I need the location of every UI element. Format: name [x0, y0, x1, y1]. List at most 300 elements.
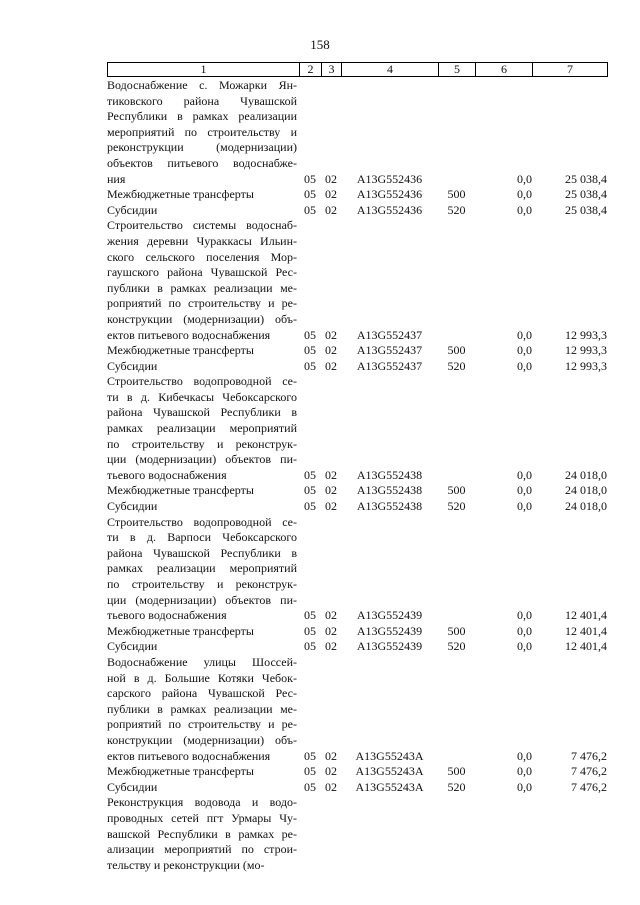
- target-article-code: А13G552439: [356, 608, 423, 623]
- target-article-code: А13G55243А: [355, 779, 424, 794]
- target-article-code: А13G55243А: [355, 764, 424, 779]
- amount-col6: [475, 374, 532, 390]
- target-article-code: А13G552436: [356, 202, 423, 217]
- amount-col7: [532, 296, 607, 312]
- table-row-continuation: [107, 172, 607, 188]
- row-name-line: рамках реализации мероприятий: [107, 561, 297, 576]
- amount-col7: 25 038,4: [565, 171, 607, 186]
- expense-type-code: [438, 328, 475, 344]
- amount-col6: 0,0: [517, 639, 532, 654]
- subsection-code: 02: [325, 343, 337, 358]
- table-row-continuation: [107, 717, 607, 733]
- subsection-code: [321, 593, 341, 609]
- expense-type-code: [438, 125, 475, 141]
- amount-col6: [475, 156, 532, 172]
- subsection-code: [321, 686, 341, 702]
- target-article-code: А13G552437: [356, 343, 423, 358]
- row-name-line: публики в рамках реализации ме-: [107, 701, 297, 716]
- row-name-line: конструкции (модернизации) объ-: [107, 732, 297, 747]
- section-code: 05: [304, 187, 316, 202]
- amount-col6: 0,0: [517, 748, 532, 763]
- table-row-continuation: [107, 686, 607, 702]
- section-code: 05: [304, 467, 316, 482]
- expense-type-code: [438, 593, 475, 609]
- amount-col7: 7 476,2: [571, 748, 607, 763]
- amount-col7: [532, 655, 607, 671]
- row-name-line: ского сельского поселения Мор-: [107, 249, 297, 264]
- target-article-code: А13G552438: [356, 467, 423, 482]
- row-name-line: Строительство водопроводной се-: [107, 514, 297, 529]
- amount-col7: [532, 265, 607, 281]
- target-article-code: А13G552438: [356, 483, 423, 498]
- amount-col7: [532, 717, 607, 733]
- expense-type-code: [438, 218, 475, 234]
- section-code: 05: [304, 483, 316, 498]
- target-article-code: [341, 561, 438, 577]
- expense-type-code: [438, 421, 475, 437]
- expense-type-code: [438, 858, 475, 874]
- amount-col7: 12 401,4: [565, 623, 607, 638]
- subsection-code: [321, 78, 341, 94]
- row-name-line: Субсидии: [107, 202, 158, 217]
- expense-type-code: [438, 312, 475, 328]
- amount-col6: [475, 827, 532, 843]
- table-row: [107, 218, 607, 234]
- amount-col7: [532, 515, 607, 531]
- subsection-code: 02: [325, 358, 337, 373]
- subsection-code: [321, 561, 341, 577]
- amount-col6: [475, 842, 532, 858]
- section-code: [299, 858, 321, 874]
- row-name-line: Реконструкция водовода и водо-: [107, 795, 297, 810]
- target-article-code: А13G552437: [356, 358, 423, 373]
- expense-type-code: [438, 265, 475, 281]
- row-name-line: конструкции (модернизации) объ-: [107, 311, 297, 326]
- amount-col6: 0,0: [517, 343, 532, 358]
- section-code: [299, 156, 321, 172]
- section-code: [299, 78, 321, 94]
- section-code: 05: [304, 639, 316, 654]
- target-article-code: [341, 795, 438, 811]
- expense-type-code: [438, 172, 475, 188]
- amount-col7: 7 476,2: [571, 764, 607, 779]
- table-row-continuation: [107, 702, 607, 718]
- subsection-code: [321, 234, 341, 250]
- target-article-code: [341, 671, 438, 687]
- subsection-code: [321, 655, 341, 671]
- row-name-line: жения деревни Чураккасы Ильин-: [107, 233, 297, 248]
- table-row: [107, 624, 607, 640]
- amount-col6: [475, 561, 532, 577]
- row-name-line: Субсидии: [107, 639, 158, 654]
- table-row-continuation: [107, 733, 607, 749]
- subsection-code: [321, 702, 341, 718]
- target-article-code: А13G552438: [356, 499, 423, 514]
- amount-col7: [532, 156, 607, 172]
- table-row: [107, 203, 607, 219]
- row-name-line: ции (модернизации) объектов пи-: [107, 452, 297, 467]
- table-row-continuation: [107, 140, 607, 156]
- table-row-continuation: [107, 405, 607, 421]
- amount-col7: 12 401,4: [565, 608, 607, 623]
- amount-col6: 0,0: [517, 483, 532, 498]
- section-code: 05: [304, 748, 316, 763]
- expense-type-code: [438, 234, 475, 250]
- amount-col6: [475, 281, 532, 297]
- expense-type-code: 520: [447, 779, 466, 794]
- amount-col6: [475, 218, 532, 234]
- section-code: 05: [304, 327, 316, 342]
- target-article-code: [341, 515, 438, 531]
- row-name-line: района Чувашской Республики в: [107, 405, 297, 420]
- amount-col7: [532, 530, 607, 546]
- table-row-continuation: [107, 858, 607, 874]
- row-name-line: Межбюджетные трансферты: [107, 623, 254, 638]
- subsection-code: 02: [325, 764, 337, 779]
- amount-col6: [475, 702, 532, 718]
- section-code: [299, 94, 321, 110]
- table-row: [107, 343, 607, 359]
- section-code: [299, 452, 321, 468]
- subsection-code: [321, 842, 341, 858]
- row-name-line: ния: [107, 171, 126, 186]
- expense-type-code: [438, 374, 475, 390]
- subsection-code: [321, 140, 341, 156]
- section-code: [299, 561, 321, 577]
- amount-col6: [475, 717, 532, 733]
- amount-col6: [475, 593, 532, 609]
- amount-col6: [475, 250, 532, 266]
- subsection-code: 02: [325, 623, 337, 638]
- target-article-code: [341, 452, 438, 468]
- expense-type-code: [438, 94, 475, 110]
- amount-col7: 25 038,4: [565, 187, 607, 202]
- column-header-1: 1: [108, 63, 300, 77]
- expense-type-code: [438, 671, 475, 687]
- row-name-line: публики в рамках реализации ме-: [107, 280, 297, 295]
- expense-type-code: [438, 530, 475, 546]
- expense-type-code: [438, 515, 475, 531]
- row-name-line: Водоснабжение с. Можарки Ян-: [107, 78, 297, 92]
- table-row-continuation: [107, 749, 607, 765]
- amount-col7: [532, 811, 607, 827]
- amount-col7: 24 018,0: [565, 467, 607, 482]
- section-code: [299, 125, 321, 141]
- row-name-line: ции (модернизации) объектов пи-: [107, 592, 297, 607]
- target-article-code: [341, 437, 438, 453]
- table-row: [107, 655, 607, 671]
- amount-col7: [532, 593, 607, 609]
- column-header-7: 7: [533, 63, 608, 77]
- target-article-code: [341, 250, 438, 266]
- section-code: [299, 702, 321, 718]
- amount-col6: [475, 686, 532, 702]
- row-name-line: Межбюджетные трансферты: [107, 483, 254, 498]
- section-code: [299, 733, 321, 749]
- expense-type-code: [438, 437, 475, 453]
- column-header-table: [107, 62, 608, 77]
- row-name-line: Межбюджетные трансферты: [107, 764, 254, 779]
- section-code: [299, 218, 321, 234]
- subsection-code: 02: [325, 499, 337, 514]
- amount-col7: 25 038,4: [565, 202, 607, 217]
- target-article-code: [341, 296, 438, 312]
- row-name-line: ти в д. Варпоси Чебоксарского: [107, 530, 297, 545]
- amount-col6: [475, 733, 532, 749]
- table-row-continuation: [107, 328, 607, 344]
- target-article-code: [341, 405, 438, 421]
- amount-col7: [532, 561, 607, 577]
- amount-col7: [532, 109, 607, 125]
- table-row: [107, 483, 607, 499]
- table-row-continuation: [107, 577, 607, 593]
- expense-type-code: [438, 561, 475, 577]
- target-article-code: [341, 312, 438, 328]
- row-name-line: Межбюджетные трансферты: [107, 343, 254, 358]
- target-article-code: [341, 374, 438, 390]
- table-row-continuation: [107, 94, 607, 110]
- section-code: [299, 593, 321, 609]
- target-article-code: [341, 218, 438, 234]
- section-code: 05: [304, 171, 316, 186]
- table-row: [107, 639, 607, 655]
- section-code: [299, 140, 321, 156]
- table-row-continuation: [107, 546, 607, 562]
- row-name-line: Субсидии: [107, 499, 158, 514]
- target-article-code: [341, 811, 438, 827]
- amount-col6: [475, 811, 532, 827]
- subsection-code: [321, 281, 341, 297]
- table-row: [107, 795, 607, 811]
- subsection-code: [321, 312, 341, 328]
- target-article-code: [341, 546, 438, 562]
- amount-col6: 0,0: [517, 764, 532, 779]
- amount-col7: [532, 827, 607, 843]
- row-name-line: Межбюджетные трансферты: [107, 187, 254, 202]
- amount-col6: 0,0: [517, 499, 532, 514]
- amount-col7: [532, 437, 607, 453]
- amount-col7: [532, 125, 607, 141]
- amount-col7: [532, 671, 607, 687]
- subsection-code: [321, 374, 341, 390]
- expense-type-code: 520: [447, 499, 466, 514]
- amount-col7: [532, 421, 607, 437]
- subsection-code: [321, 577, 341, 593]
- target-article-code: [341, 125, 438, 141]
- amount-col7: 12 401,4: [565, 639, 607, 654]
- table-row: [107, 780, 607, 796]
- amount-col7: [532, 702, 607, 718]
- amount-col7: [532, 140, 607, 156]
- section-code: [299, 515, 321, 531]
- table-row-continuation: [107, 281, 607, 297]
- target-article-code: [341, 827, 438, 843]
- expense-type-code: [438, 405, 475, 421]
- amount-col6: 0,0: [517, 467, 532, 482]
- section-code: [299, 405, 321, 421]
- amount-col6: [475, 795, 532, 811]
- target-article-code: [341, 234, 438, 250]
- row-name-line: по строительству и реконструк-: [107, 577, 297, 591]
- target-article-code: [341, 281, 438, 297]
- subsection-code: [321, 858, 341, 874]
- section-code: [299, 686, 321, 702]
- section-code: [299, 842, 321, 858]
- section-code: [299, 577, 321, 593]
- amount-col6: [475, 671, 532, 687]
- table-row-continuation: [107, 296, 607, 312]
- amount-col6: [475, 140, 532, 156]
- subsection-code: [321, 296, 341, 312]
- table-row: [107, 764, 607, 780]
- row-name-line: Субсидии: [107, 779, 158, 794]
- section-code: [299, 671, 321, 687]
- amount-col7: [532, 312, 607, 328]
- expense-type-code: [438, 733, 475, 749]
- amount-col6: [475, 109, 532, 125]
- row-name-line: района Чувашской Республики в: [107, 545, 297, 560]
- subsection-code: [321, 94, 341, 110]
- subsection-code: [321, 390, 341, 406]
- subsection-code: [321, 733, 341, 749]
- target-article-code: [341, 530, 438, 546]
- table-row-continuation: [107, 561, 607, 577]
- amount-col6: [475, 390, 532, 406]
- target-article-code: [341, 265, 438, 281]
- target-article-code: [341, 390, 438, 406]
- expense-type-code: [438, 749, 475, 765]
- expense-type-code: [438, 546, 475, 562]
- amount-col6: [475, 515, 532, 531]
- section-code: 05: [304, 608, 316, 623]
- table-row: [107, 359, 607, 375]
- subsection-code: [321, 405, 341, 421]
- expense-type-code: [438, 686, 475, 702]
- expense-type-code: [438, 156, 475, 172]
- row-name-line: тьевого водоснабжения: [107, 467, 227, 482]
- row-name-line: проводных сетей пгт Урмары Чу-: [107, 810, 297, 825]
- column-header-6: 6: [476, 63, 533, 77]
- expense-type-code: 500: [447, 623, 466, 638]
- section-code: [299, 717, 321, 733]
- section-code: 05: [304, 623, 316, 638]
- expense-type-code: 500: [447, 483, 466, 498]
- expense-type-code: [438, 109, 475, 125]
- expense-type-code: [438, 140, 475, 156]
- subsection-code: [321, 218, 341, 234]
- amount-col6: [475, 546, 532, 562]
- amount-col6: [475, 234, 532, 250]
- table-row-continuation: [107, 312, 607, 328]
- expense-type-code: [438, 78, 475, 94]
- expense-type-code: 520: [447, 202, 466, 217]
- amount-col6: [475, 312, 532, 328]
- section-code: [299, 281, 321, 297]
- table-row: [107, 374, 607, 390]
- target-article-code: [341, 702, 438, 718]
- table-row: [107, 499, 607, 515]
- table-row: [107, 515, 607, 531]
- subsection-code: [321, 530, 341, 546]
- row-name-line: Строительство водопроводной се-: [107, 374, 297, 389]
- amount-col6: [475, 265, 532, 281]
- target-article-code: [341, 842, 438, 858]
- table-row-continuation: [107, 811, 607, 827]
- subsection-code: [321, 811, 341, 827]
- table-row-continuation: [107, 421, 607, 437]
- subsection-code: [321, 452, 341, 468]
- table-row-continuation: [107, 530, 607, 546]
- table-row: [107, 78, 607, 94]
- target-article-code: [341, 577, 438, 593]
- subsection-code: [321, 546, 341, 562]
- expense-type-code: [438, 390, 475, 406]
- amount-col7: [532, 78, 607, 94]
- section-code: [299, 374, 321, 390]
- table-row-continuation: [107, 234, 607, 250]
- amount-col7: [532, 281, 607, 297]
- target-article-code: [341, 156, 438, 172]
- row-name-line: рамках реализации мероприятий: [107, 421, 297, 436]
- target-article-code: А13G552439: [356, 623, 423, 638]
- row-name-line: гаушского района Чувашской Рес-: [107, 265, 297, 280]
- target-article-code: [341, 109, 438, 125]
- table-row-continuation: [107, 125, 607, 141]
- expense-type-code: 520: [447, 358, 466, 373]
- subsection-code: [321, 515, 341, 531]
- column-header-2: 2: [300, 63, 322, 77]
- target-article-code: А13G55243А: [355, 748, 424, 763]
- target-article-code: [341, 94, 438, 110]
- table-row-continuation: [107, 265, 607, 281]
- target-article-code: [341, 421, 438, 437]
- column-header-5: 5: [439, 63, 476, 77]
- target-article-code: [341, 717, 438, 733]
- target-article-code: А13G552436: [356, 171, 423, 186]
- target-article-code: [341, 140, 438, 156]
- amount-col6: [475, 577, 532, 593]
- expense-type-code: [438, 811, 475, 827]
- expense-type-code: [438, 795, 475, 811]
- target-article-code: А13G552437: [356, 327, 423, 342]
- amount-col6: [475, 125, 532, 141]
- amount-col6: 0,0: [517, 187, 532, 202]
- target-article-code: А13G552439: [356, 639, 423, 654]
- amount-col7: [532, 234, 607, 250]
- table-row-continuation: [107, 842, 607, 858]
- table-row-continuation: [107, 827, 607, 843]
- subsection-code: 02: [325, 187, 337, 202]
- amount-col6: [475, 421, 532, 437]
- expense-type-code: [438, 468, 475, 484]
- subsection-code: [321, 109, 341, 125]
- page-number: 158: [310, 37, 330, 52]
- amount-col6: [475, 94, 532, 110]
- expense-type-code: [438, 296, 475, 312]
- amount-col7: [532, 250, 607, 266]
- amount-col7: [532, 218, 607, 234]
- row-name-line: вашской Республики в рамках ре-: [107, 826, 297, 841]
- target-article-code: [341, 655, 438, 671]
- amount-col6: [475, 78, 532, 94]
- row-name-line: роприятий по строительству и ре-: [107, 717, 297, 732]
- row-name-line: Строительство системы водоснаб-: [107, 218, 297, 233]
- amount-col6: 0,0: [517, 779, 532, 794]
- amount-col7: [532, 94, 607, 110]
- expense-type-code: [438, 577, 475, 593]
- section-code: [299, 655, 321, 671]
- table-row-continuation: [107, 671, 607, 687]
